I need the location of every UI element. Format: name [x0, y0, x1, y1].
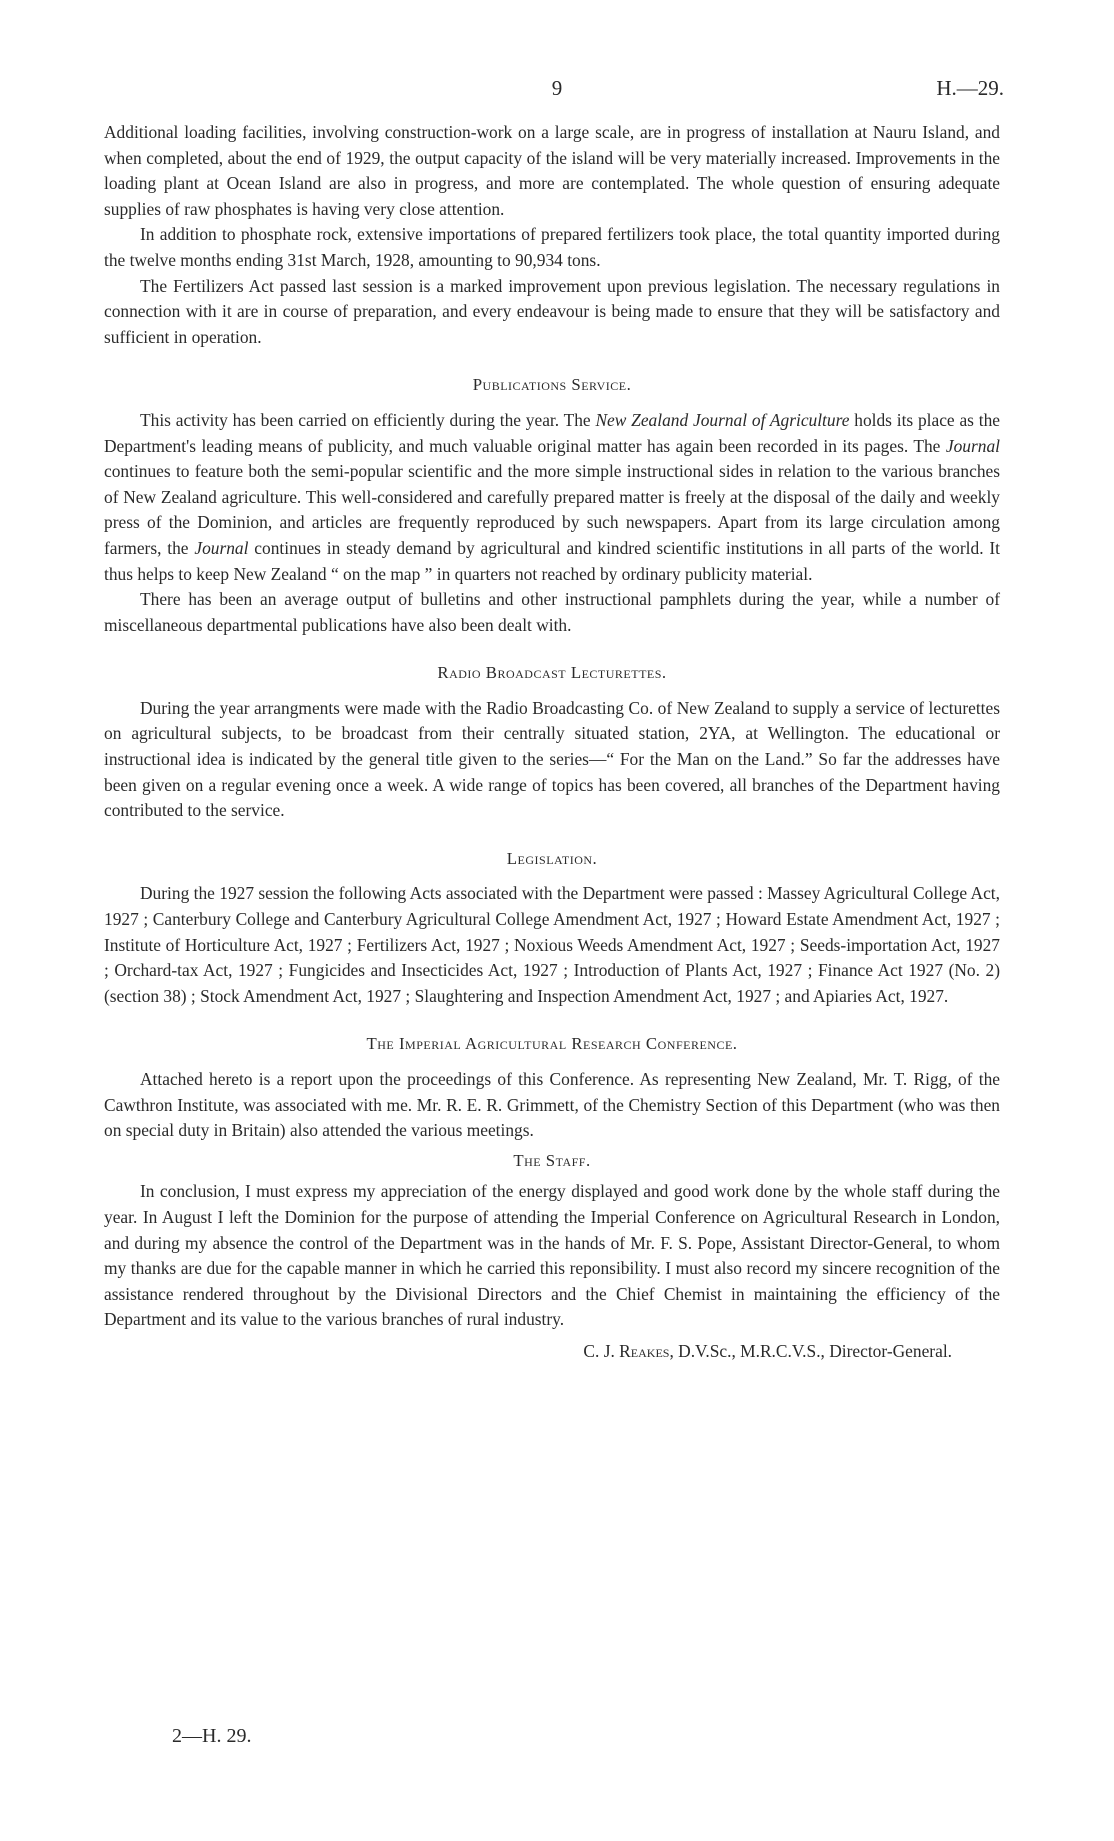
heading-staff: The Staff. [513, 1150, 591, 1170]
signatory-name: C. J. Reakes [583, 1340, 670, 1361]
publications-text-d: continues in steady demand by agricultural and kindred scientific institutions in all parts of the world. It thus helps to keep New Zealand “ on the map ” in quarters not reached by ordinary publicity material. [104, 537, 1000, 584]
page-body [104, 120, 1000, 1365]
journal-title: New Zealand Journal of Agriculture [595, 409, 850, 430]
signature-block [104, 1339, 1000, 1365]
paragraph-fertilizer-imports: In addition to phosphate rock, extensive importations of prepared fertilizers took place, the total quantity imported during the twelve months ending 31st March, 1928, amounting to 90,934 tons. [104, 224, 1000, 270]
publications-text-b: holds its place as the Department's leading means of publicity, and much valuable original matter has again been recorded in its pages. The [104, 409, 1001, 456]
paragraph-conference: Attached hereto is a report upon the proceedings of this Conference. As representing New Zealand, Mr. T. Rigg, of the Cawthron Institute, was associated with me. Mr. R. E. R. Grimmett, of the Chemistry Section of this Department (who was then on special duty in Britain) also attended the various meetings. [104, 1069, 1000, 1141]
paragraph-staff: In conclusion, I must express my appreciation of the energy displayed and good work done by the whole staff during the year. In August I left the Dominion for the purpose of attending the Imperial Conference on Agricultural Research in London, and during my absence the control of the Department was in the hands of Mr. F. S. Pope, Assistant Director-General, to whom my thanks are due for the capable manner in which he carried this reponsibility. I must also record my sincere recognition of the assistance rendered throughout by the Divisional Directors and the Chief Chemist in maintaining the efficiency of the Department and its value to the various branches of rural industry. [104, 1181, 1000, 1330]
paragraph-radio: During the year arrangments were made with the Radio Broadcasting Co. of New Zealand to supply a service of lecturettes on agricultural subjects, to be broadcast from their centrally situated station, 2YA, at Wellington. The educational or instructional idea is indicated by the general title given to the series—“ For the Man on the Land.” So far the addresses have been given on a regular evening once a week. A wide range of topics has been covered, all branches of the Department having contributed to the service. [104, 697, 1000, 821]
publications-text-c: continues to feature both the semi-popular scientific and the more simple instructional sides in relation to the various branches of New Zealand agriculture. This well-considered and carefully prepared matter is freely at the disposal of the daily and weekly press of the Dominion, and articles are frequently reproduced by such newspapers. Apart from its large circulation among farmers, the [104, 461, 1000, 558]
heading-legislation: Legislation. [506, 848, 598, 868]
paragraph-publications [104, 408, 1000, 587]
journal-name: Journal [945, 435, 1000, 456]
footer-sheet-reference: 2—H. 29. [172, 1725, 252, 1747]
paragraph-nauru: Additional loading facilities, involving construction-work on a large scale, are in progress of installation at Nauru Island, and when completed, about the end of 1929, the output capacity of the island will be very materially increased. Improvements in the loading plant at Ocean Island are also in progress, and more are contemplated. The whole question of ensuring adequate supplies of raw phosphates is having very close attention. [104, 122, 1000, 219]
signatory-credentials: , D.V.Sc., M.R.C.V.S., Director-General. [669, 1340, 952, 1361]
paragraph-fertilizers-act: The Fertilizers Act passed last session is a marked improvement upon previous legislation. The necessary regulations in connection with it are in course of preparation, and every endeavour is being made to ensure that they will be satisfactory and sufficient in operation. [104, 275, 1000, 347]
journal-name-2: Journal [194, 537, 249, 558]
paragraph-legislation: During the 1927 session the following Acts associated with the Department were passed : Massey Agricultural College Act, 1927 ; Canterbury College and Canterbury Agricultural College Amendment Act, 1927 ; Howard Estate Amendment Act, 1927 ; Institute of Horticulture Act, 1927 ; Fertilizers Act, 1927 ; Noxious Weeds Amendment Act, 1927 ; Seeds-importation Act, 1927 ; Orchard-tax Act, 1927 ; Fungicides and Insecticides Act, 1927 ; Introduction of Plants Act, 1927 ; Finance Act 1927 (No. 2) (section 38) ; Stock Amendment Act, 1927 ; Slaughtering and Inspection Amendment Act, 1927 ; and Apiaries Act, 1927. [104, 883, 1000, 1006]
page-number: 9 [551, 76, 563, 100]
heading-publications-service: Publications Service. [472, 375, 632, 395]
heading-radio-lecturettes: Radio Broadcast Lecturettes. [437, 663, 667, 683]
publications-text-a: This activity has been carried on efficiently during the year. The [140, 409, 596, 430]
heading-imperial-conference: The Imperial Agricultural Research Conference. [366, 1034, 738, 1054]
document-reference: H.—29. [936, 76, 1004, 100]
paragraph-bulletins: There has been an average output of bulletins and other instructional pamphlets during the year, while a number of miscellaneous departmental publications have also been dealt with. [104, 589, 1000, 635]
